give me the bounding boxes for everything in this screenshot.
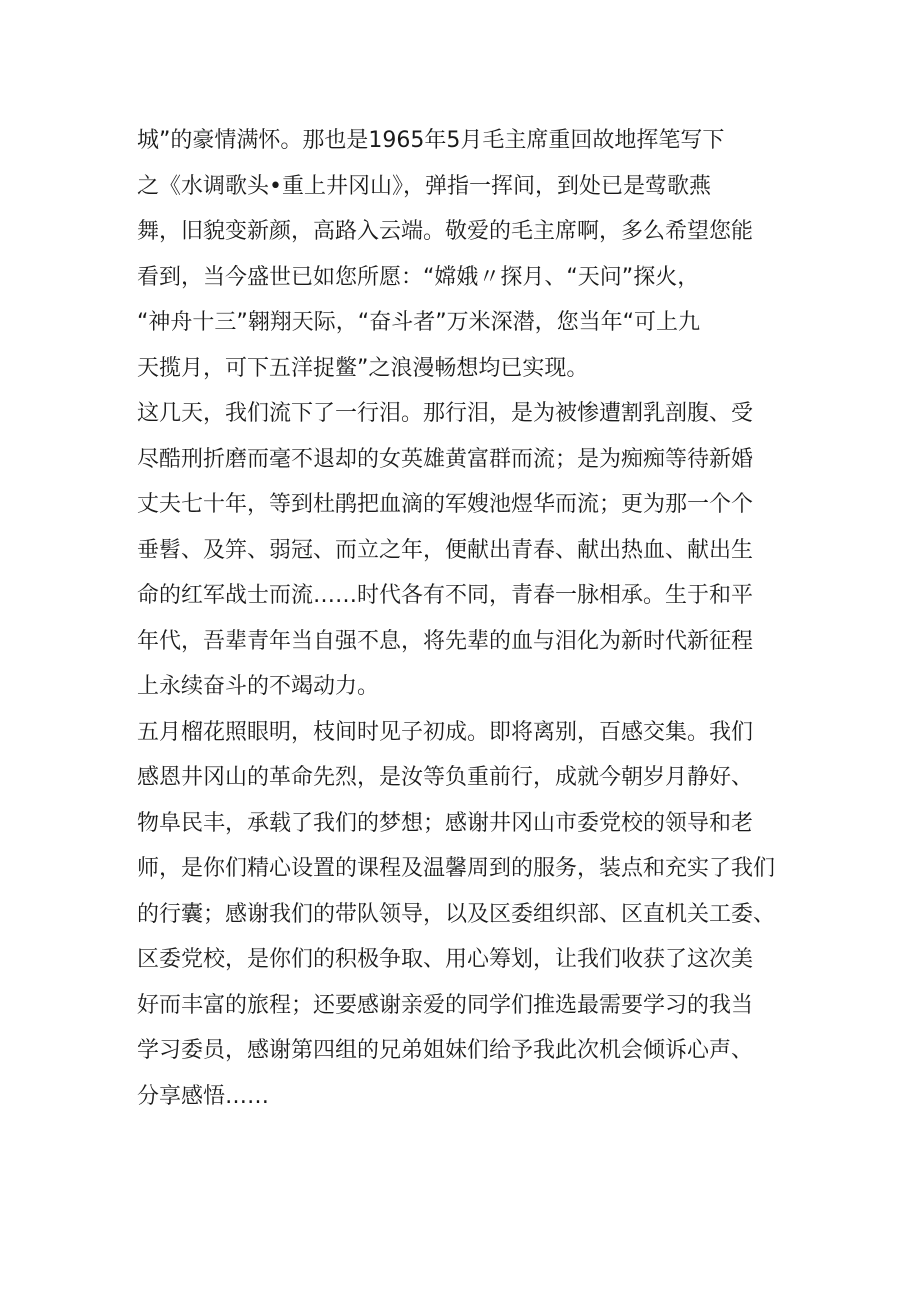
text-line: 城”的豪情满怀。那也是1965年5月毛主席重回故地挥笔写下	[137, 128, 725, 153]
text-line: 垂髫、及笄、弱冠、而立之年，便献出青春、献出热血、献出生	[137, 537, 754, 563]
text-line: 这几天，我们流下了一行泪。那行泪，是为被惨遭割乳剖腹、受	[137, 401, 754, 426]
text-line: 师，是你们精心设置的课程及温馨周到的服务，装点和充实了我们	[137, 856, 776, 881]
text-line: 学习委员，感谢第四组的兄弟姐妹们给予我此次机会倾诉心声、	[137, 1038, 754, 1063]
text-line: 年代，吾辈青年当自强不息，将先辈的血与泪化为新时代新征程	[137, 628, 754, 654]
text-line: 丈夫七十年，等到杜鹃把血滴的军嫂池煜华而流；更为那一个个	[137, 492, 754, 517]
text-line: 舞，旧貌变新颜，高路入云端。敬爱的毛主席啊，多么希望您能	[137, 219, 754, 244]
text-line: 尽酷刑折磨而毫不退却的女英雄黄富群而流；是为痴痴等待新婚	[137, 446, 754, 472]
text-line: 之《水调歌头•重上井冈山》，弹指一挥间，到处已是莺歌燕	[137, 173, 711, 199]
text-line: 的行囊；感谢我们的带队领导，以及区委组织部、区直机关工委、	[137, 901, 776, 927]
text-line: 分享感悟……	[137, 1083, 270, 1109]
text-line: 好而丰富的旅程；还要感谢亲爱的同学们推选最需要学习的我当	[137, 992, 754, 1018]
text-line: 感恩井冈山的革命先烈，是汝等负重前行，成就今朝岁月静好、	[137, 765, 754, 790]
text-line: “神舟十三”翱翔天际，“奋斗者”万米深潜，您当年“可上九	[137, 310, 700, 335]
text-line: 五月榴花照眼明，枝间时见子初成。即将离别，百感交集。我们	[137, 719, 754, 745]
text-line: 看到，当今盛世已如您所愿：“嫦娥〃探月、“天问”探火，	[137, 264, 700, 290]
body-text	[137, 118, 797, 1119]
text-line: 上永续奋斗的不竭动力。	[137, 674, 380, 699]
text-line: 天揽月，可下五洋捉鳖”之浪漫畅想均已实现。	[137, 355, 589, 381]
text-line: 命的红军战士而流……时代各有不同，青春一脉相承。生于和平	[137, 583, 754, 608]
text-line: 区委党校，是你们的积极争取、用心筹划，让我们收获了这次美	[137, 947, 754, 972]
text-line: 物阜民丰，承载了我们的梦想；感谢井冈山市委党校的领导和老	[137, 810, 754, 836]
